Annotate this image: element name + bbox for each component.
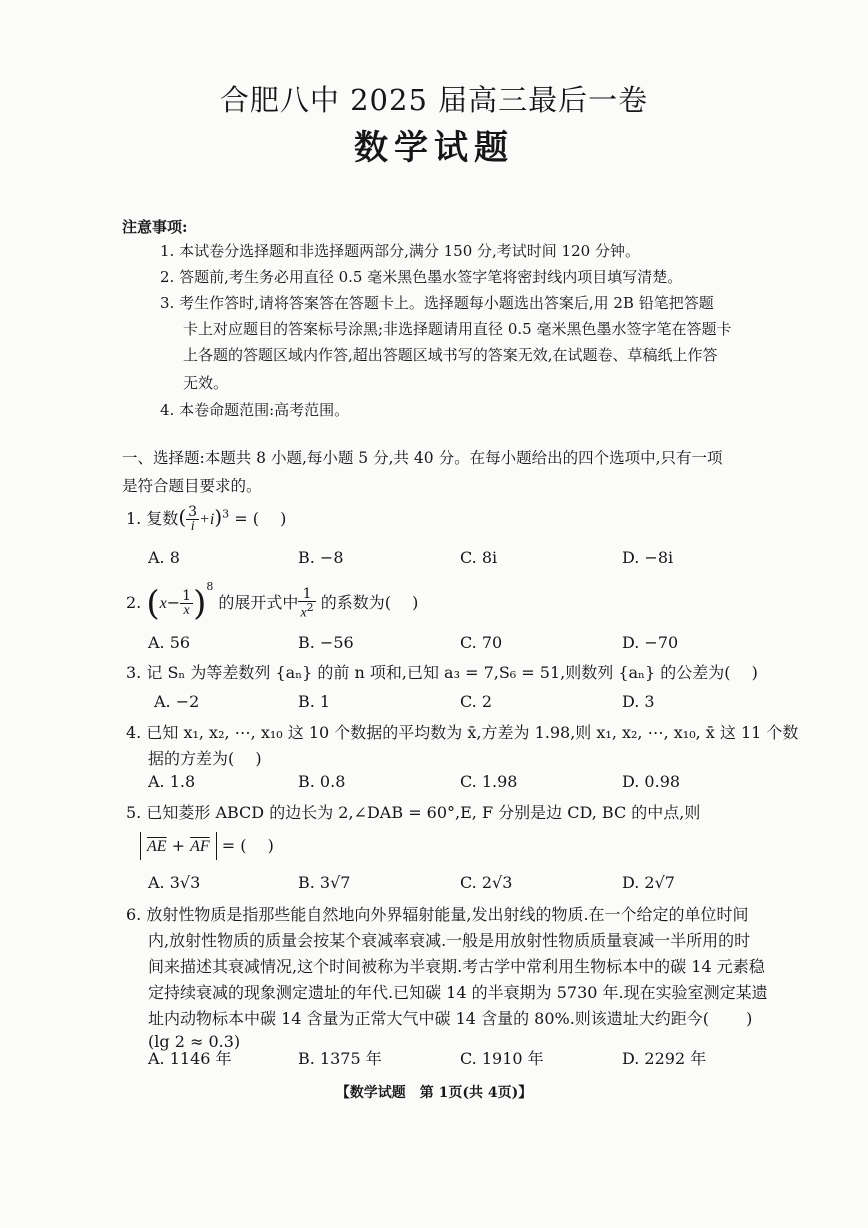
- fraction: $\frac{1}{x^2}$: [300, 585, 314, 621]
- option-a: A. 1146 年: [148, 1049, 232, 1068]
- option-a: A. 8: [148, 548, 180, 567]
- option-a: A. 1.8: [148, 772, 196, 791]
- page-footer: 【数学试题 第 1页(共 4页)】: [335, 1085, 533, 1101]
- option-d: D. 2√7: [622, 873, 675, 892]
- notice-item-3-cont: 无效。: [183, 374, 229, 392]
- notice-item-3-cont: 卡上对应题目的答案标号涂黑;非选择题请用直径 0.5 毫米黑色墨水签字笔在答题卡: [183, 320, 732, 338]
- question-6-line: 定持续衰减的现象测定遗址的年代.已知碳 14 的半衰期为 5730 年.现在实验室测定某遗: [148, 983, 768, 1002]
- option-b: B. −56: [298, 633, 354, 652]
- question-3: 3. 记 Sₙ 为等差数列 {aₙ} 的前 n 项和,已知 a₃ = 7,S₆ = 51,则数列 {aₙ} 的公差为( ): [126, 663, 758, 682]
- notice-item-3: 3. 考生作答时,请将答案答在答题卡上。选择题每小题选出答案后,用 2B 铅笔把答题: [160, 294, 714, 312]
- notice-item-3-cont: 上各题的答题区域内作答,超出答题区域书写的答案无效,在试题卷、草稿纸上作答: [183, 346, 718, 364]
- question-4-line-1: 4. 已知 x₁, x₂, ⋯, x₁₀ 这 10 个数据的平均数为 x̄,方差为 1.98,则 x₁, x₂, ⋯, x₁₀, x̄ 这 11 个数: [126, 723, 799, 742]
- question-1-prefix: 1. 复数: [126, 509, 179, 528]
- question-6-line: 址内动物标本中碳 14 含量为正常大气中碳 14 含量的 80%.则该遗址大约距今( ): [148, 1009, 753, 1028]
- question-6-hint: (lg 2 ≈ 0.3): [148, 1032, 241, 1051]
- notice-item-1: 1. 本试卷分选择题和非选择题两部分,满分 150 分,考试时间 120 分钟。: [160, 242, 640, 260]
- school-title: 合肥八中 2025 届高三最后一卷: [219, 83, 649, 117]
- option-a: A. 3√3: [148, 873, 201, 892]
- option-b: B. 1375 年: [298, 1049, 382, 1068]
- fraction: $\frac{1}{x}$: [182, 588, 192, 618]
- notice-item-2: 2. 答题前,考生务必用直径 0.5 毫米黑色墨水签字笔将密封线内项目填写清楚。: [160, 268, 683, 286]
- question-6-line: 内,放射性物质的质量会按某个衰减率衰减.一般是用放射性物质质量衰减一半所用的时: [148, 931, 751, 950]
- option-c: C. 70: [460, 633, 503, 652]
- question-5-suffix: = ( ): [221, 836, 274, 855]
- option-b: B. −8: [298, 548, 344, 567]
- fraction: $\frac{3}{i}$: [188, 504, 198, 534]
- section-heading: [122, 444, 723, 500]
- option-d: D. 2292 年: [622, 1049, 707, 1068]
- option-b: B. 0.8: [298, 772, 346, 791]
- question-2-mid: 的展开式中: [218, 593, 299, 612]
- question-1-suffix: = ( ): [234, 509, 287, 528]
- option-d: D. 0.98: [622, 772, 681, 791]
- option-d: D. −8i: [622, 548, 674, 567]
- option-c: C. 1.98: [460, 772, 518, 791]
- section-heading-line: 是符合题目要求的。: [122, 477, 262, 495]
- notice-item-4: 4. 本卷命题范围:高考范围。: [160, 401, 350, 419]
- option-c: C. 2√3: [460, 873, 513, 892]
- question-2-prefix: 2.: [126, 593, 142, 612]
- option-d: D. −70: [622, 633, 679, 652]
- option-a: A. −2: [154, 692, 200, 711]
- subject-title: 数学试题: [354, 128, 514, 168]
- question-2: 2. (x− $\frac{1}{x}$ )$^8$ 的展开式中 $\frac{1}{x^2}$ 的系数为( ): [126, 580, 419, 624]
- question-2-suffix: 的系数为( ): [320, 593, 419, 612]
- option-a: A. 56: [148, 633, 191, 652]
- option-b: B. 3√7: [298, 873, 351, 892]
- question-6-line: 间来描述其衰减情况,这个时间被称为半衰期.考古学中常利用生物标本中的碳 14 元素稳: [148, 957, 765, 976]
- option-c: C. 1910 年: [460, 1049, 544, 1068]
- vector-magnitude: $\overline{AE} + \overline{AF}$: [140, 832, 217, 860]
- question-5-line-2: [140, 832, 274, 860]
- question-1: 1. 复数( $\frac{3}{i}$ +i)$^3$ = ( ): [126, 504, 287, 534]
- option-b: B. 1: [298, 692, 331, 711]
- question-4-line-2: 据的方差为( ): [148, 749, 262, 768]
- option-d: D. 3: [622, 692, 655, 711]
- notice-heading: 注意事项:: [122, 218, 188, 236]
- section-heading-line: 一、选择题:本题共 8 小题,每小题 5 分,共 40 分。在每小题给出的四个选项中,只有一项: [122, 449, 723, 467]
- question-6-line: 6. 放射性物质是指那些能自然地向外界辐射能量,发出射线的物质.在一个给定的单位时间: [126, 905, 749, 924]
- option-c: C. 2: [460, 692, 493, 711]
- option-c: C. 8i: [460, 548, 498, 567]
- question-5-line-1: 5. 已知菱形 ABCD 的边长为 2,∠DAB = 60°,E, F 分别是边 CD, BC 的中点,则: [126, 803, 701, 822]
